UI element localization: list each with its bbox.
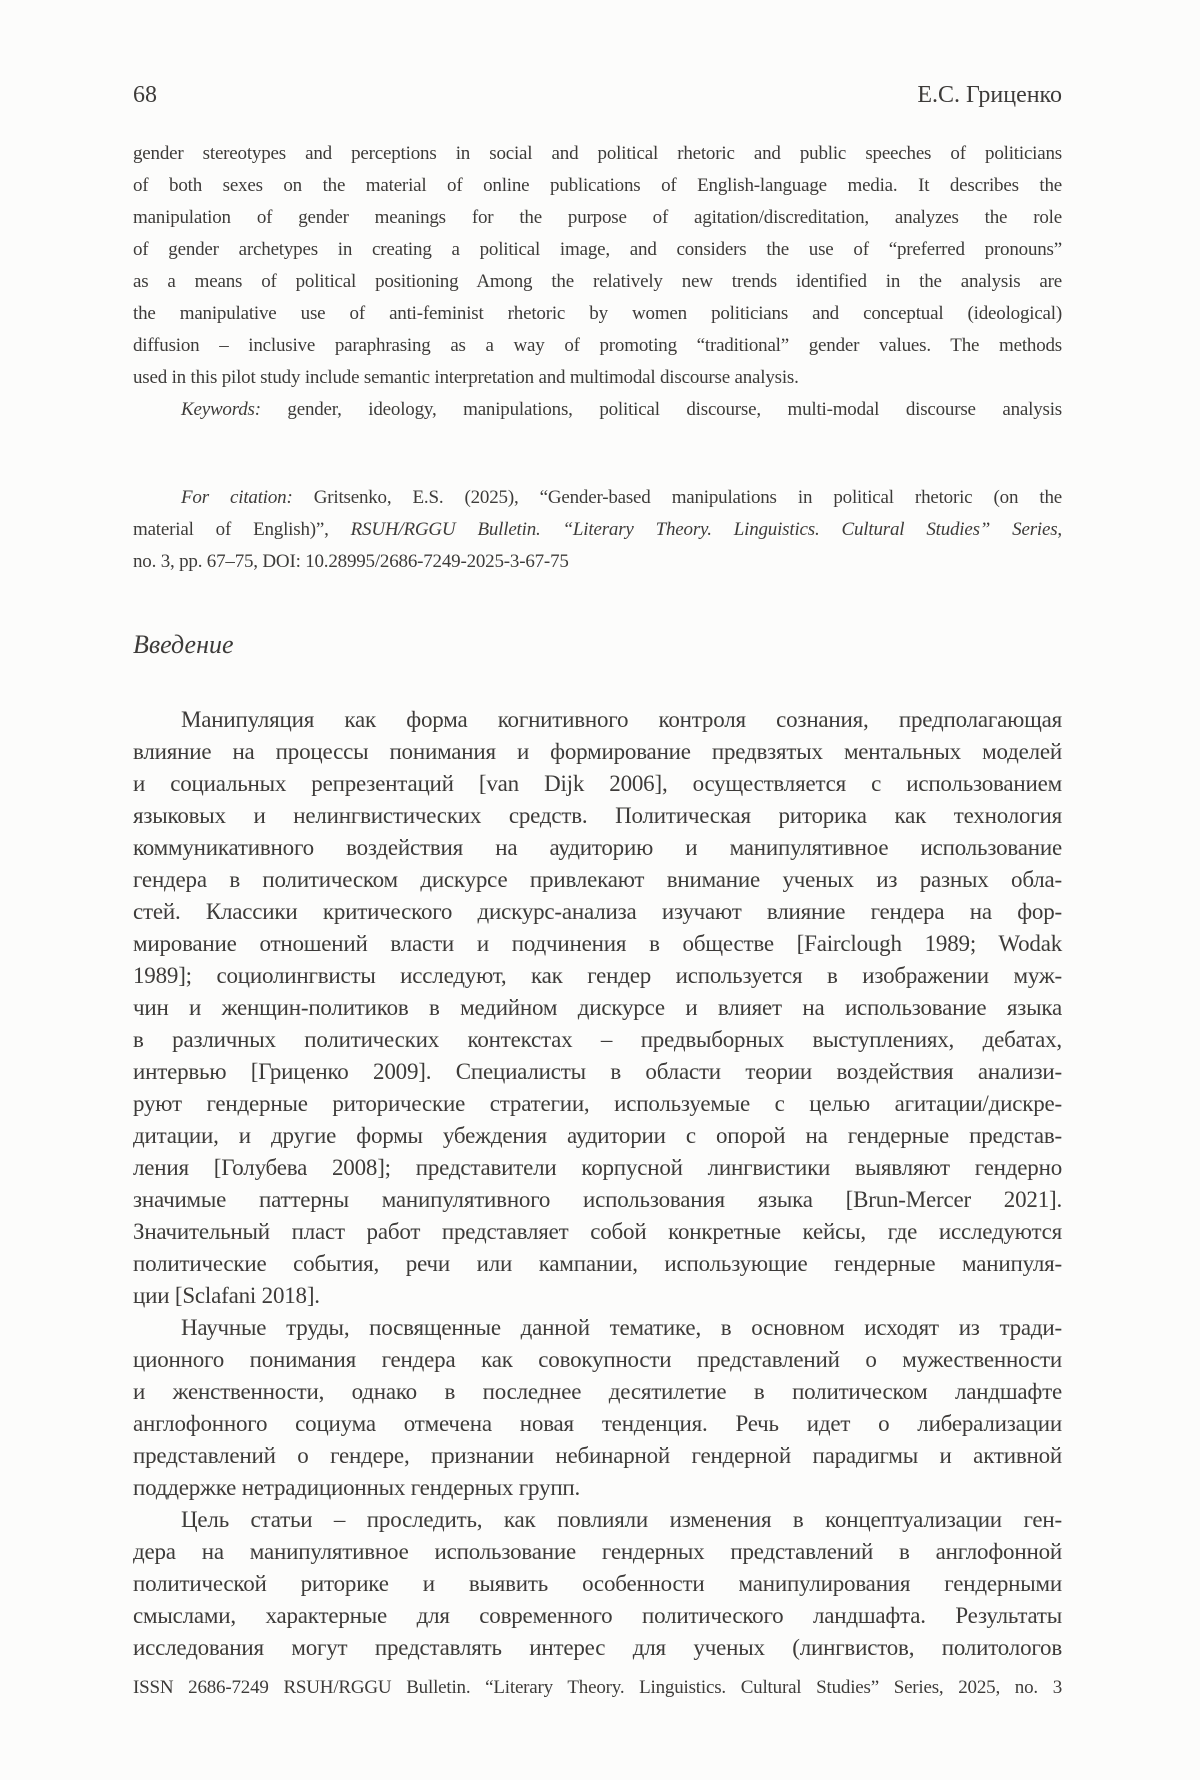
abstract-text	[133, 138, 1062, 394]
text-segment: интервью [Гриценко 2009]. Специалисты в области теории воздействия анализи-	[133, 1059, 1062, 1084]
text-segment: языковых и нелингвистических средств. Политическая риторика как технология	[133, 803, 1062, 828]
text-segment: gender stereotypes and perceptions in social and political rhetoric and public speeches of politicians	[133, 143, 1062, 164]
text-segment: 1989]; социолингвисты исследуют, как гендер используется в изображении муж-	[133, 963, 1062, 988]
text-line	[133, 1152, 1062, 1184]
text-line	[133, 1672, 1062, 1704]
text-segment: гендера в политическом дискурсе привлекают внимание ученых из разных обла-	[133, 867, 1062, 892]
text-line	[133, 1376, 1062, 1408]
text-segment: коммуникативного воздействия на аудиторию и манипулятивное использование	[133, 835, 1062, 860]
text-segment: смыслами, характерные для современного политического ландшафта. Результаты	[133, 1603, 1062, 1628]
text-segment: ционного понимания гендера как совокупности представлений о мужественности	[133, 1347, 1062, 1372]
text-line	[133, 1504, 1062, 1536]
text-line	[133, 1024, 1062, 1056]
keywords-line	[133, 394, 1062, 426]
text-segment: мирование отношений власти и подчинения в обществе [Fairclough 1989; Wodak	[133, 931, 1062, 956]
text-line	[133, 234, 1062, 266]
text-line	[133, 298, 1062, 330]
citation-block	[133, 482, 1062, 578]
text-line	[133, 1600, 1062, 1632]
text-segment: diffusion – inclusive paraphrasing as a way of promoting “traditional” gender values. The methods	[133, 335, 1062, 356]
text-line	[133, 1440, 1062, 1472]
text-line	[133, 482, 1062, 514]
text-line	[133, 1216, 1062, 1248]
text-line	[133, 330, 1062, 362]
text-line	[133, 704, 1062, 736]
text-segment: Манипуляция как форма когнитивного контроля сознания, предполагающая	[181, 707, 1062, 732]
text-segment: и социальных репрезентаций [van Dijk 2006], осуществляется с использованием	[133, 771, 1062, 796]
text-segment: исследования могут представлять интерес для ученых (лингвистов, политологов	[133, 1635, 1062, 1660]
text-segment: в различных политических контекстах – предвыборных выступлениях, дебатах,	[133, 1027, 1062, 1052]
text-segment: gender, ideology, manipulations, political discourse, multi-modal discourse analysis	[260, 399, 1062, 420]
text-line	[133, 832, 1062, 864]
text-line	[133, 1056, 1062, 1088]
text-segment: Научные труды, посвященные данной тематике, в основном исходят из тради-	[181, 1315, 1062, 1340]
text-line	[133, 1280, 1062, 1312]
text-segment: дитации, и другие формы убеждения аудитории с опорой на гендерные представ-	[133, 1123, 1062, 1148]
text-segment: as a means of political positioning Among the relatively new trends identified in the analysis are	[133, 271, 1062, 292]
running-head	[133, 80, 1062, 110]
author-name: Е.С. Гриценко	[917, 82, 1062, 108]
text-line	[133, 202, 1062, 234]
text-segment: представлений о гендере, признании небинарной гендерной парадигмы и активной	[133, 1443, 1062, 1468]
text-segment: of both sexes on the material of online publications of English-language media. It describes the	[133, 175, 1062, 196]
body-paragraph	[133, 1312, 1062, 1504]
text-line	[133, 1312, 1062, 1344]
text-segment: и женственности, однако в последнее десятилетие в политическом ландшафте	[133, 1379, 1062, 1404]
text-line	[133, 1120, 1062, 1152]
section-heading-introduction: Введение	[133, 630, 234, 659]
text-segment: стей. Классики критического дискурс-анализа изучают влияние гендера на фор-	[133, 899, 1062, 924]
text-segment: Gritsenko, E.S. (2025), “Gender-based manipulations in political rhetoric (on the	[292, 487, 1062, 508]
text-segment: of gender archetypes in creating a political image, and considers the use of “preferred pronouns”	[133, 239, 1062, 260]
text-segment: влияние на процессы понимания и формирование предвзятых ментальных моделей	[133, 739, 1062, 764]
text-line	[133, 1568, 1062, 1600]
text-line	[133, 736, 1062, 768]
body-paragraph	[133, 704, 1062, 1312]
text-segment: значимые паттерны манипулятивного использования языка [Brun-Mercer 2021].	[133, 1187, 1062, 1212]
text-line	[133, 896, 1062, 928]
text-segment: ции [Sclafani 2018].	[133, 1283, 320, 1308]
text-segment: RSUH/RGGU Bulletin. “Literary Theory. Linguistics. Cultural Studies” Series	[350, 519, 1058, 540]
text-line	[133, 1344, 1062, 1376]
text-line	[133, 928, 1062, 960]
text-segment: material of English)”,	[133, 519, 351, 540]
text-segment: Цель статьи – проследить, как повлияли изменения в концептуализации ген-	[181, 1507, 1062, 1532]
page-number: 68	[133, 82, 157, 108]
text-segment: ления [Голубева 2008]; представители корпусной лингвистики выявляют гендерно	[133, 1155, 1062, 1180]
text-segment: For citation:	[181, 487, 293, 508]
page-content	[133, 0, 1062, 1664]
text-segment: ,	[1057, 519, 1062, 540]
text-segment: чин и женщин-политиков в медийном дискурсе и влияет на использование языка	[133, 995, 1062, 1020]
page-footer	[133, 1672, 1062, 1704]
text-line	[133, 170, 1062, 202]
text-line	[133, 1088, 1062, 1120]
text-line	[133, 1536, 1062, 1568]
text-segment: manipulation of gender meanings for the purpose of agitation/discreditation, analyzes the role	[133, 207, 1062, 228]
text-line	[133, 138, 1062, 170]
text-line	[133, 266, 1062, 298]
text-line	[133, 768, 1062, 800]
text-line	[133, 1408, 1062, 1440]
text-segment: no. 3, pp. 67–75, DOI: 10.28995/2686-7249-2025-3-67-75	[133, 551, 569, 572]
text-line	[133, 546, 1062, 578]
text-line	[133, 1248, 1062, 1280]
text-line	[133, 800, 1062, 832]
text-line	[133, 1632, 1062, 1664]
text-segment: used in this pilot study include semantic interpretation and multimodal discourse analysis.	[133, 367, 799, 388]
text-line	[133, 394, 1062, 426]
text-segment: дера на манипулятивное использование гендерных представлений в англофонной	[133, 1539, 1062, 1564]
text-segment: the manipulative use of anti-feminist rhetoric by women politicians and conceptual (ideological)	[133, 303, 1062, 324]
text-line	[133, 864, 1062, 896]
text-line	[133, 1184, 1062, 1216]
text-segment: ISSN 2686-7249 RSUH/RGGU Bulletin. “Literary Theory. Linguistics. Cultural Studies” Series, 2025, no. 3	[133, 1677, 1062, 1698]
text-segment: англофонного социума отмечена новая тенденция. Речь идет о либерализации	[133, 1411, 1062, 1436]
text-line	[133, 1472, 1062, 1504]
text-line	[133, 960, 1062, 992]
introduction-body	[133, 704, 1062, 1664]
text-segment: Значительный пласт работ представляет собой конкретные кейсы, где исследуются	[133, 1219, 1062, 1244]
text-line	[133, 514, 1062, 546]
text-segment: руют гендерные риторические стратегии, используемые с целью агитации/дискре-	[133, 1091, 1062, 1116]
text-line	[133, 992, 1062, 1024]
text-segment: поддержке нетрадиционных гендерных групп.	[133, 1475, 581, 1500]
text-segment: Keywords:	[181, 399, 261, 420]
text-segment: политической риторике и выявить особенности манипулирования гендерными	[133, 1571, 1062, 1596]
text-segment: политические события, речи или кампании, использующие гендерные манипуля-	[133, 1251, 1062, 1276]
text-line	[133, 362, 1062, 394]
body-paragraph	[133, 1504, 1062, 1664]
